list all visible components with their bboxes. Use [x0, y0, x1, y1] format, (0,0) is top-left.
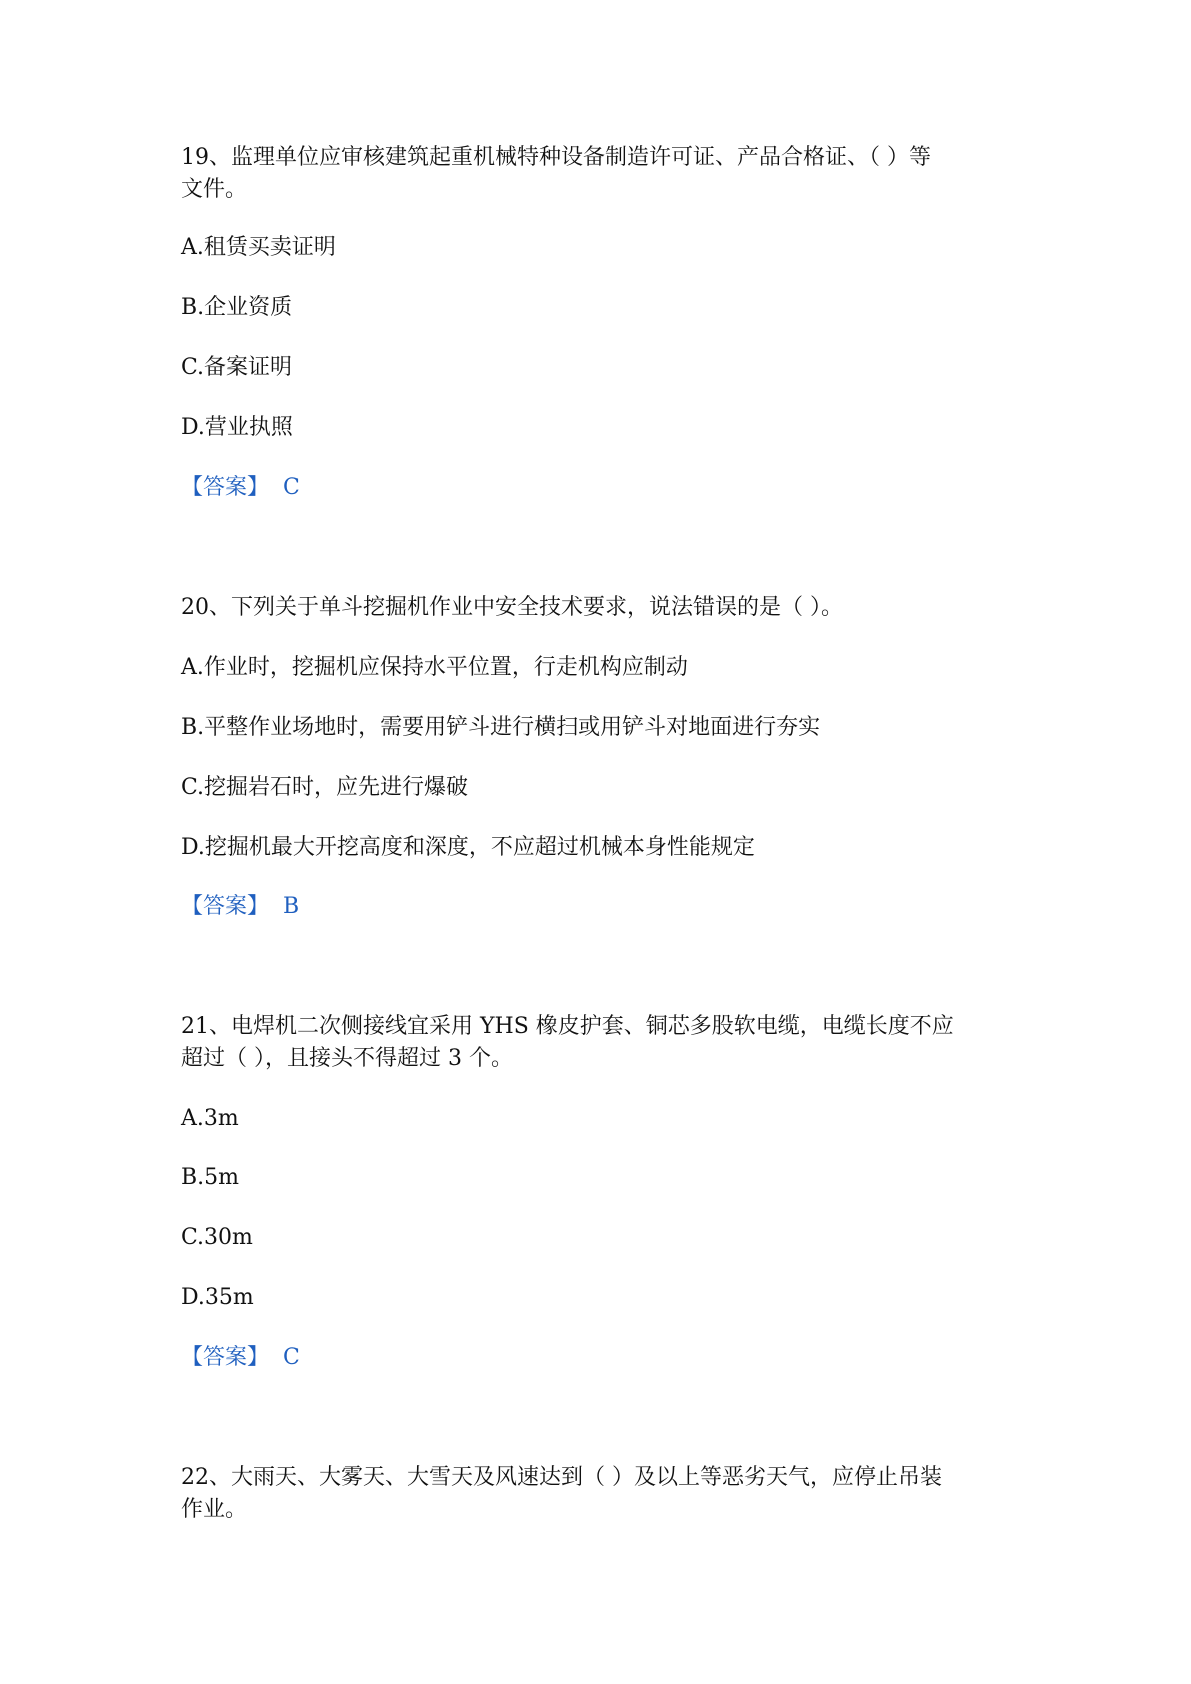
- question-20-answer: [181, 891, 299, 923]
- question-21-stem-line2: 超过（ ），且接头不得超过 3 个。: [181, 1046, 513, 1071]
- question-22-stem-line2: 作业。: [181, 1497, 248, 1522]
- answer-label: 【答案】: [181, 475, 270, 500]
- answer-label: 【答案】: [181, 894, 270, 919]
- question-21-option-b: B.5m: [181, 1165, 240, 1190]
- question-20-option-b: B.平整作业场地时，需要用铲斗进行横扫或用铲斗对地面进行夯实: [181, 715, 821, 740]
- question-19-stem-line2: 文件。: [181, 177, 248, 202]
- question-20-option-d: D.挖掘机最大开挖高度和深度，不应超过机械本身性能规定: [181, 835, 755, 860]
- question-19-option-c: C.备案证明: [181, 355, 293, 380]
- question-21-option-c: C.30m: [181, 1225, 253, 1250]
- question-21-answer: [181, 1342, 300, 1374]
- question-19-answer: [181, 472, 300, 504]
- answer-label: 【答案】: [181, 1345, 270, 1370]
- question-20-stem-line1: 20、下列关于单斗挖掘机作业中安全技术要求，说法错误的是（ ）。: [181, 595, 843, 620]
- answer-value: B: [283, 894, 300, 919]
- question-21-option-d: D.35m: [181, 1285, 254, 1310]
- question-21-stem-line1: 21、电焊机二次侧接线宜采用 YHS 橡皮护套、铜芯多股软电缆，电缆长度不应: [181, 1014, 954, 1039]
- answer-value: C: [283, 1345, 300, 1370]
- question-19-option-b: B.企业资质: [181, 295, 293, 320]
- question-20-option-c: C.挖掘岩石时，应先进行爆破: [181, 775, 469, 800]
- question-21-option-a: A.3m: [181, 1106, 239, 1131]
- answer-value: C: [283, 475, 300, 500]
- question-20-option-a: A.作业时，挖掘机应保持水平位置，行走机构应制动: [181, 655, 688, 680]
- question-19-option-a: A.租赁买卖证明: [181, 235, 336, 260]
- question-22-stem-line1: 22、大雨天、大雾天、大雪天及风速达到（ ）及以上等恶劣天气，应停止吊装: [181, 1465, 942, 1490]
- question-19-stem-line1: 19、监理单位应审核建筑起重机械特种设备制造许可证、产品合格证、（ ）等: [181, 145, 931, 170]
- question-19-option-d: D.营业执照: [181, 415, 293, 440]
